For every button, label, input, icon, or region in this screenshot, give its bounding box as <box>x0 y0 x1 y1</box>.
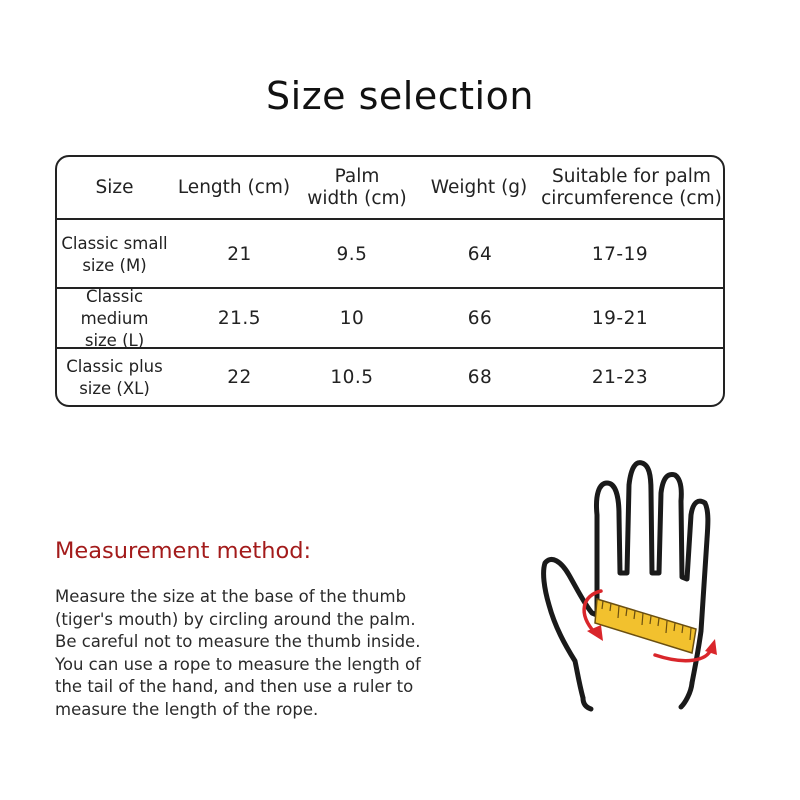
header-weight: Weight (g) <box>430 176 528 198</box>
row-size-name: Classic small size (M) <box>61 233 168 275</box>
row-circumference: 17-19 <box>591 243 649 265</box>
table-header-row <box>57 157 723 218</box>
table-row <box>57 287 723 349</box>
size-table <box>55 155 725 407</box>
measurement-method-text <box>55 586 475 721</box>
measurement-method-title: Measurement method: <box>55 538 312 564</box>
header-palm-width: Palm width (cm) <box>307 165 407 209</box>
table-row <box>57 347 723 407</box>
row-weight: 66 <box>467 308 493 329</box>
header-size: Size <box>95 176 134 198</box>
row-size-name: Classic plus size (XL) <box>66 357 163 398</box>
page-title: Size selection <box>266 74 534 118</box>
method-line: measure the length of the rope. <box>55 699 319 719</box>
method-line: You can use a rope to measure the length of <box>55 654 421 674</box>
measuring-tape <box>595 599 696 653</box>
row-weight: 68 <box>467 367 493 388</box>
table-row <box>57 218 723 289</box>
header-length: Length (cm) <box>177 176 291 198</box>
hand-outline <box>544 463 708 698</box>
row-length: 21.5 <box>217 308 262 329</box>
method-line: Measure the size at the base of the thumb <box>55 587 407 606</box>
row-length: 21 <box>227 243 252 265</box>
row-palm-width: 10.5 <box>330 367 374 388</box>
header-circumference: Suitable for palm circumference (cm) <box>541 165 722 209</box>
hand-measuring-tape-icon <box>535 455 735 715</box>
row-palm-width: 9.5 <box>336 243 368 265</box>
row-size-name: Classic medium size (L) <box>80 287 149 350</box>
method-line: Be careful not to measure the thumb inside. <box>55 632 421 651</box>
row-circumference: 21-23 <box>591 367 649 388</box>
wrist-right-line <box>681 683 692 707</box>
wrist-left-line <box>583 698 591 709</box>
method-line: (tiger's mouth) by circling around the palm. <box>55 609 416 629</box>
row-weight: 64 <box>467 243 493 265</box>
row-palm-width: 10 <box>339 308 365 329</box>
method-line: the tail of the hand, and then use a ruler to <box>55 677 414 696</box>
row-circumference: 19-21 <box>591 308 649 329</box>
arrow-right-head <box>705 639 717 655</box>
row-length: 22 <box>227 367 252 388</box>
